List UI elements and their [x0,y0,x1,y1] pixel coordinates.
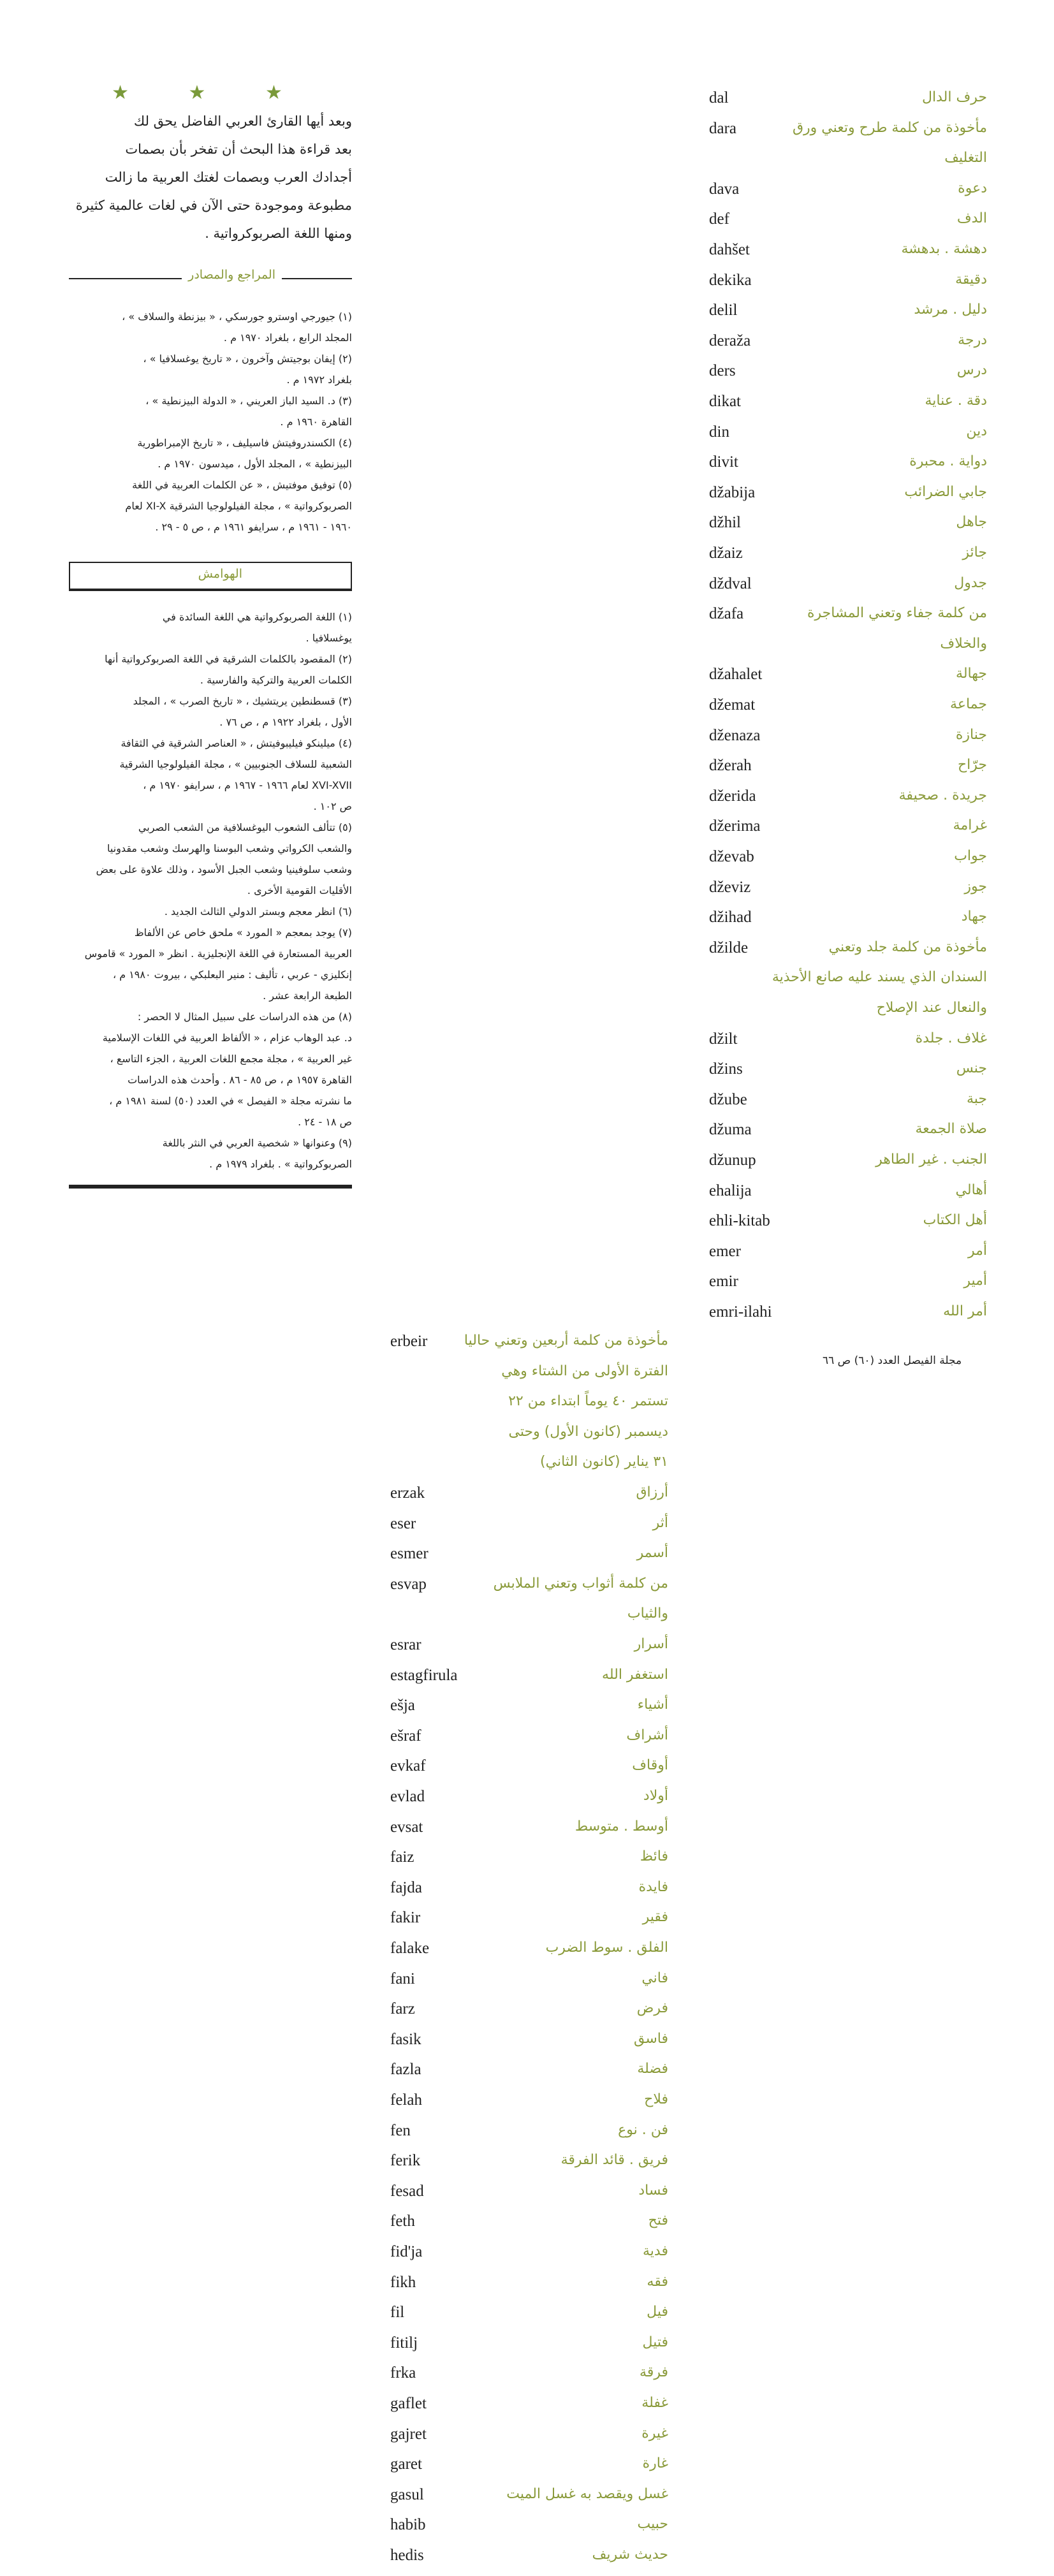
note-line: غير العربية » ، مجلة مجمع اللغات العربية ، الجزء التاسع ، [110,1053,352,1065]
dictionary-entry [709,453,987,483]
entry-arabic: فيل [647,2304,668,2320]
note-line: القاهرة ١٩٥٧ م ، ص ٨٥ - ٨٦ . وأحدث هذه الدراسات [128,1074,352,1086]
entry-arabic: فقه [647,2273,668,2290]
entry-arabic: جوز [964,878,987,895]
dictionary-entry [709,727,987,756]
dictionary-entry [709,817,987,847]
entry-latin: ehalija [709,1182,752,1199]
entry-arabic: فايدة [638,1878,668,1895]
entry-latin: džuma [709,1121,752,1139]
entry-latin: džaiz [709,545,743,562]
entry-arabic: دقيقة [955,271,987,288]
entry-latin: emer [709,1242,741,1260]
dictionary-entry [709,757,987,786]
dictionary-entry [709,332,987,362]
entry-latin: ehli-kitab [709,1212,770,1230]
entry-latin: def [709,210,729,228]
dictionary-entry [390,1727,668,1757]
entry-latin: eser [390,1514,416,1532]
entry-arabic: غيرة [641,2425,668,2441]
entry-arabic: جابي الضرائب [904,483,987,500]
entry-latin: delil [709,302,738,319]
dictionary-entry [709,241,987,270]
dictionary-entry [390,2183,668,2212]
note-line: (٩) وعنوانها « شخصية العربي في النثر باللغة [162,1137,352,1149]
entry-latin: dekika [709,271,752,289]
dictionary-entry [709,484,987,513]
entry-arabic: أوسط . متوسط [575,1818,668,1834]
entry-latin: deraža [709,332,751,349]
dictionary-entry [390,2213,668,2242]
note-line: والشعب الكرواتي وشعب البوسنا والهرسك وشعب مقدونيا [107,842,352,854]
entry-arabic: جائز [962,545,987,560]
stars-ornament: ★ ★ ★ [112,82,309,104]
dictionary-entry [390,1484,668,1514]
note-line: د. عبد الوهاب عزام ، « الألفاظ العربية في اللغات الإسلامية [102,1032,352,1044]
dictionary-entry [390,1667,668,1696]
entry-arabic: جدول [954,574,987,591]
reference-line: (٢) إيفان بوجيتش وآخرون ، « تاريخ يوغسلافيا » ، [143,353,352,365]
notes-title: الهوامش [198,567,242,581]
reference-line: البيزنطية » ، المجلد الأول ، ميدسون ١٩٧٠ م . [157,458,352,470]
dictionary-entry [709,120,987,149]
entry-latin: esrar [390,1636,421,1653]
dictionary-entry [709,1273,987,1302]
entry-latin: fasik [390,2030,421,2048]
note-line: الكلمات العربية والتركية والفارسية . [200,674,352,686]
entry-arabic: دعوة [958,180,987,196]
dictionary-entry [390,1697,668,1726]
note-line: الأول ، بلغراد ١٩٢٢ م ، ص ٧٦ . [219,716,352,728]
entry-arabic: دليل . مرشد [914,302,987,318]
entry-latin: fesad [390,2182,424,2200]
left-column [69,82,352,1189]
entry-latin: džilde [709,939,749,956]
entry-arabic: أمر [967,1242,987,1259]
reference-line: ١٩٦٠ - ١٩٦١ م ، سرايفو ١٩٦١ م ، ص ٥ - ٢٩ . [155,521,352,533]
dictionary-entry [709,696,987,726]
dictionary-entry [390,1545,668,1574]
note-line: (٨) من هذه الدراسات على سبيل المثال لا الحصر : [137,1011,352,1023]
entry-latin: dževiz [709,878,751,896]
dictionary-entry [390,2152,668,2181]
entry-arabic: من كلمة جفاء وتعني المشاجرة [807,605,987,622]
entry-latin: evlad [390,1788,425,1805]
entry-arabic: فلاح [644,2091,668,2107]
dictionary-entry [390,2122,668,2151]
dictionary-entry [390,2000,668,2030]
entry-arabic-continuation: ٣١ يناير (كانون الثاني) [540,1454,668,1470]
dictionary-entry [709,89,987,119]
entry-latin: ders [709,362,736,380]
note-line: (١) اللغة الصربوكرواتية هي اللغة السائدة في [162,611,352,623]
entry-arabic: فريق . قائد الفرقة [560,2152,668,2169]
entry-latin: evkaf [390,1757,426,1775]
entry-arabic: جاهل [956,514,987,531]
note-line: الأقليات القومية الأخرى . [247,884,352,896]
note-line: (٢) المقصود بالكلمات الشرقية في اللغة الصربوكرواتية أنها [105,653,352,665]
dictionary-entry [390,2455,668,2485]
entry-arabic: فاني [641,1970,668,1986]
dictionary-entry [709,605,987,634]
entry-arabic: أهل الكتاب [923,1212,987,1229]
entry-arabic: أشياء [637,1697,668,1713]
dictionary-entry [390,2395,668,2424]
entry-arabic: غلاف . جلدة [915,1030,987,1046]
references-title: المراجع والمصادر [182,268,282,282]
dictionary-entry [709,1243,987,1272]
dictionary-entry [709,1030,987,1060]
entry-arabic: فائظ [640,1848,668,1865]
entry-arabic: من كلمة أثواب وتعني الملابس [493,1575,668,1592]
dictionary-entry [709,210,987,240]
entry-latin: džemat [709,696,756,714]
entry-latin: divit [709,453,738,471]
dictionary-entry [390,2304,668,2333]
dictionary-entry [390,1333,668,1362]
entry-arabic: جهاد [961,909,987,925]
entry-arabic: درجة [958,332,987,348]
dictionary-entry [390,2061,668,2090]
entry-arabic: فن . نوع [618,2121,668,2138]
entry-arabic: صلاة الجمعة [915,1121,987,1138]
entry-latin: erzak [390,1484,425,1502]
entry-latin: esvap [390,1575,427,1593]
dictionary-entry [709,787,987,817]
dictionary-entry [709,1303,987,1333]
entry-arabic: جواب [954,848,987,864]
entry-arabic-continuation: التغليف [944,150,987,166]
entry-arabic: أولاد [643,1788,668,1804]
dictionary-entry [709,879,987,908]
dictionary-entry [709,1212,987,1241]
entry-arabic: فرقة [640,2364,668,2381]
note-line: العربية المستعارة في اللغة الإنجليزية . انظر « المورد » قاموس [84,948,352,960]
entry-arabic: الدف [956,210,987,227]
page-footer: مجلة الفيصل العدد (٦٠) ص ٦٦ [823,1354,962,1367]
entry-latin: džerah [709,757,752,775]
entry-latin: ešraf [390,1727,421,1745]
entry-arabic: فقير [642,1909,668,1926]
entry-latin: džilt [709,1030,738,1048]
entry-latin: feth [390,2213,415,2230]
entry-latin: frka [390,2364,416,2382]
reference-line: (٥) توفيق موفتيش ، « عن الكلمات العربية في اللغة [132,479,352,491]
entry-latin: fazla [390,2061,421,2079]
dictionary-entry [709,1060,987,1090]
entry-latin: ešja [390,1697,415,1715]
dictionary-column-middle [390,1333,668,2576]
entry-arabic: فساد [638,2182,668,2199]
dictionary-entry [390,2031,668,2060]
entry-latin: erbeir [390,1333,428,1350]
note-line: (٧) يوجد بمعجم « المورد » ملحق خاص عن الألفاظ [134,926,352,939]
entry-arabic: جهالة [956,666,987,682]
entry-latin: estagfirula [390,1666,458,1684]
entry-arabic: مأخوذة من كلمة طرح وتعني ورق [792,119,987,136]
dictionary-entry [709,1091,987,1120]
entry-latin: dava [709,180,740,198]
dictionary-entry [709,393,987,422]
dictionary-entry [709,180,987,210]
dictionary-entry [390,2547,668,2576]
conclusion-line: أجدادك العرب وبصمات لغتك العربية ما زالت [105,170,352,185]
entry-latin: fil [390,2304,405,2322]
entry-latin: džerima [709,817,761,835]
entry-latin: hedis [390,2547,424,2564]
reference-line: بلغراد ١٩٧٢ م . [286,374,352,386]
entry-arabic: غارة [642,2455,668,2472]
entry-latin: garet [390,2455,422,2473]
entry-arabic-continuation: الفترة الأولى من الشتاء وهي [501,1363,668,1379]
dictionary-entry [709,545,987,574]
note-line: إنكليزي - عربي ، تأليف : منير البعلبكي ، بيروت ١٩٨٠ م ، [112,969,352,981]
entry-arabic: أسمر [636,1545,668,1562]
entry-latin: din [709,423,729,441]
note-line: XVI-XVII لعام ١٩٦٦ - ١٩٦٧ م ، سرايفو ١٩٧٠ م ، [143,779,352,791]
entry-arabic: فتيل [642,2334,668,2350]
entry-arabic: أثر [652,1514,668,1531]
entry-latin: emri-ilahi [709,1303,772,1321]
entry-arabic: مأخوذة من كلمة أربعين وتعني حاليا [464,1333,668,1349]
references-heading [69,265,352,291]
conclusion-line: مطبوعة وموجودة حتى الآن في لغات عالمية كثيرة [75,198,352,213]
entry-arabic: جماعة [950,696,987,712]
entry-arabic: غرامة [953,817,987,834]
entry-arabic: جريدة . صحيفة [898,787,987,803]
entry-latin: fid'ja [390,2243,423,2260]
entry-arabic: مأخوذة من كلمة جلد وتعني [828,939,987,955]
note-line: (٤) ميلينكو فيليبوفيتش ، « العناصر الشرقية في الثقافة [121,737,352,749]
entry-arabic: درس [956,362,987,379]
dictionary-entry [390,2486,668,2515]
entry-latin: esmer [390,1545,428,1563]
dictionary-entry [390,2516,668,2545]
dictionary-entry [709,272,987,301]
entry-arabic: دقة . عناية [925,393,987,409]
note-line: يوغسلافيا . [305,632,352,644]
entry-arabic: فرض [636,2000,668,2017]
entry-latin: farz [390,2000,415,2018]
entry-arabic-continuation: السندان الذي يسند عليه صانع الأحذية [772,969,987,986]
conclusion-line: ومنها اللغة الصربوكرواتية . [205,226,352,241]
note-line: (٦) انظر معجم وبستر الدولي الثالث الجديد . [164,905,352,918]
entry-latin: emir [709,1273,738,1291]
entry-arabic: أشراف [626,1727,668,1743]
note-line: الطبعة الرابعة عشر . [263,990,352,1002]
entry-arabic: جنازة [955,726,987,743]
entry-latin: dževab [709,848,754,865]
reference-line: القاهرة ١٩٦٠ م . [280,416,352,428]
entry-arabic: الفلق . سوط الضرب [545,1940,668,1956]
entry-latin: fikh [390,2273,416,2291]
entry-latin: evsat [390,1818,423,1836]
entry-arabic-continuation: والخلاف [940,635,987,652]
entry-latin: dahšet [709,241,750,258]
entry-arabic: أهالي [955,1182,987,1198]
entry-latin: džihad [709,909,752,926]
dictionary-entry [709,1182,987,1211]
entry-arabic: أرزاق [636,1484,668,1500]
entry-latin: džafa [709,605,744,623]
entry-arabic: حديث شريف [592,2547,668,2563]
entry-latin: gaflet [390,2395,427,2412]
entry-arabic: جرّاح [957,757,987,773]
conclusion-line: بعد قراءة هذا البحث أن تفخر بأن بصمات [125,142,352,157]
dictionary-entry [390,2334,668,2364]
reference-line: (١) جيورجي اوسترو جورسكي ، « بيزنطة والسلاف » ، [122,311,352,323]
entry-latin: dženaza [709,726,761,744]
note-line: ص ١٠٢ . [313,800,352,812]
dictionary-entry [390,1940,668,1969]
dictionary-entry [390,2274,668,2303]
entry-arabic: غفلة [641,2395,668,2411]
entry-arabic: استغفر الله [602,1666,668,1683]
entry-latin: fakir [390,1909,421,1927]
dictionary-entry [709,423,987,453]
entry-arabic: جبة [966,1090,987,1107]
dictionary-entry [390,2091,668,2121]
entry-latin: fen [390,2121,411,2139]
dictionary-entry [390,1970,668,2000]
entry-arabic: فاسق [633,2030,668,2047]
entry-latin: džhil [709,514,741,532]
entry-arabic: غسل ويقصد به غسل الميت [506,2485,668,2502]
dictionary-entry [390,1788,668,1817]
notes-list [69,606,352,1175]
entry-latin: dikat [709,393,741,410]
entry-latin: džube [709,1090,747,1108]
entry-arabic: فدية [643,2243,668,2259]
entry-arabic: حرف الدال [922,89,987,105]
conclusion-paragraph [69,107,352,247]
entry-latin: dal [709,89,729,106]
entry-arabic-continuation: والثياب [627,1606,668,1622]
entry-arabic: دواية . محبرة [909,453,987,470]
dictionary-entry [709,1121,987,1150]
entry-latin: dždval [709,574,752,592]
notes-heading [69,562,352,591]
note-line: ص ١٨ - ٢٤ . [298,1116,352,1128]
entry-latin: ferik [390,2152,421,2170]
dictionary-entry [709,302,987,331]
entry-arabic: حبيب [637,2516,668,2533]
entry-arabic: فضلة [637,2061,668,2077]
dictionary-entry [390,1515,668,1544]
dictionary-entry [709,575,987,604]
entry-latin: fajda [390,1878,422,1896]
entry-latin: falake [390,1940,430,1957]
dictionary-entry [390,1819,668,1848]
dictionary-entry [390,2426,668,2455]
note-line: (٣) قسطنطين يريتشيك ، « تاريخ الصرب » ، المجلد [133,695,352,707]
note-line: (٥) تتألف الشعوب اليوغسلافية من الشعب الصربي [138,821,352,833]
dictionary-entry [709,514,987,543]
end-rule [69,1185,352,1189]
dictionary-entry [390,1909,668,1938]
note-line: الصربوكرواتية » . بلغراد ١٩٧٩ م . [209,1158,352,1170]
dictionary-entry [709,848,987,877]
entry-latin: džabija [709,483,756,501]
entry-arabic: أسرار [634,1636,668,1652]
reference-line: الصربوكرواتية » ، مجلة الفيلولوجيا الشرقية XI-X لعام [125,500,352,512]
entry-latin: džins [709,1060,743,1078]
entry-latin: džunup [709,1152,756,1169]
dictionary-entry [709,909,987,938]
note-line: الشعبية للسلاف الجنوبيين » ، مجلة الفيلولوجيا الشرقية [119,758,352,770]
dictionary-entry [390,2243,668,2272]
entry-arabic: دهشة . بدهشة [901,241,987,257]
entry-latin: dara [709,119,737,137]
reference-line: (٣) د. السيد الباز العريني ، « الدولة البيزنطية » ، [145,395,352,407]
entry-latin: džerida [709,787,756,805]
entry-latin: džahalet [709,666,763,684]
references-list [69,306,352,538]
entry-arabic-continuation: ديسمبر (كانون الأول) وحتى [508,1423,668,1440]
reference-line: المجلد الرابع ، بلغراد ١٩٧٠ م . [223,332,352,344]
dictionary-entry [709,666,987,695]
entry-arabic: دين [966,423,987,439]
dictionary-entry [709,939,987,969]
entry-latin: felah [390,2091,422,2109]
entry-arabic: أمير [963,1273,987,1289]
reference-line: (٤) الكسندروفيتش فاسيليف ، « تاريخ الإمبراطورية [137,437,352,449]
conclusion-line: وبعد أيها القارئ العربي الفاضل يحق لك [133,113,352,129]
dictionary-entry [390,1757,668,1787]
entry-latin: faiz [390,1848,414,1866]
dictionary-column-right [709,89,987,1333]
dictionary-entry [709,1152,987,1181]
note-line: وشعب سلوفينيا وشعب الجبل الأسود ، وذلك علاوة على بعض [96,863,352,875]
entry-latin: fitilj [390,2334,418,2352]
dictionary-entry [709,362,987,392]
entry-arabic: أمر الله [943,1303,987,1319]
entry-latin: fani [390,1970,415,1987]
entry-arabic: أوقاف [632,1757,668,1774]
dictionary-entry [390,1636,668,1665]
entry-arabic: فتح [648,2213,668,2229]
dictionary-entry [390,1848,668,1878]
entry-latin: habib [390,2516,426,2534]
dictionary-entry [390,1576,668,1605]
entry-arabic: الجنب . غير الطاهر [875,1152,987,1167]
dictionary-entry [390,1879,668,1908]
entry-arabic-continuation: تستمر ٤٠ يوماً ابتداء من ٢٢ [508,1393,668,1410]
entry-latin: gasul [390,2485,424,2503]
entry-arabic: جنس [956,1060,987,1077]
entry-latin: gajret [390,2425,427,2443]
note-line: ما نشرته مجلة « الفيصل » في العدد (٥٠) لسنة ١٩٨١ م ، [109,1095,352,1107]
dictionary-entry [390,2364,668,2394]
entry-arabic-continuation: والنعال عند الإصلاح [876,1000,987,1016]
